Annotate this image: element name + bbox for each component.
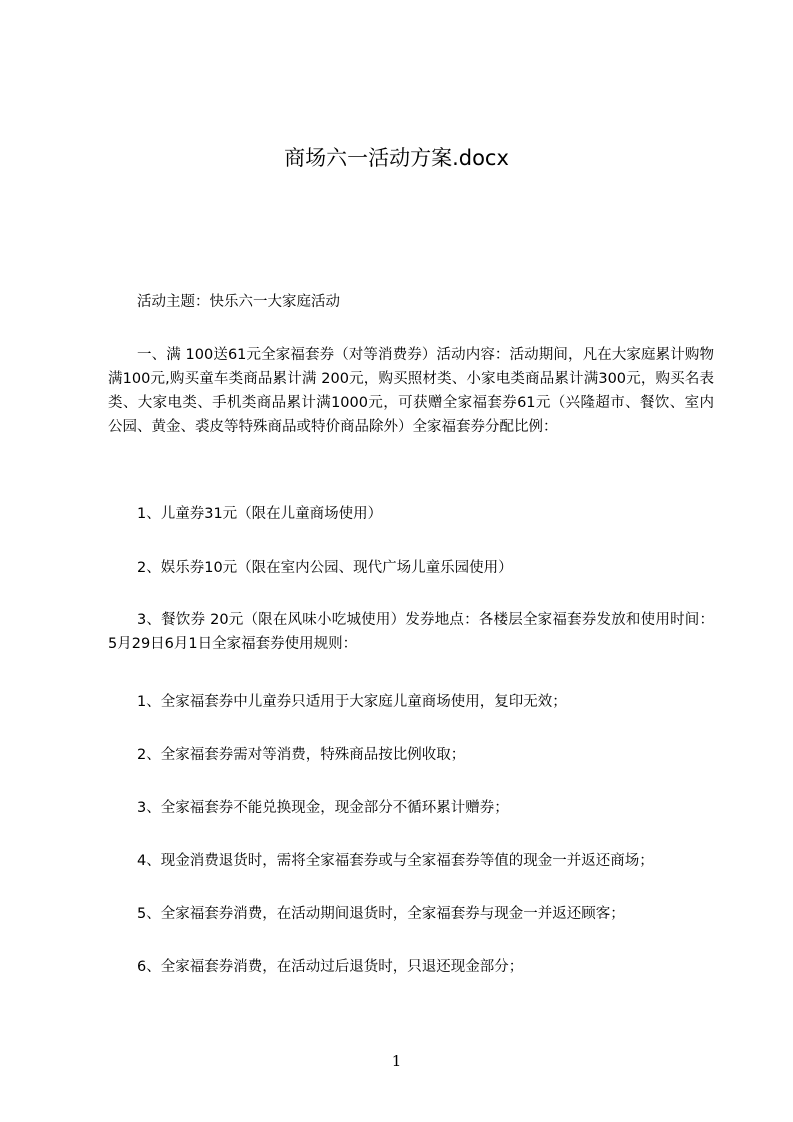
document-title: 商场六一活动方案.docx	[284, 146, 509, 170]
paragraph-rule-3: 3、全家福套券不能兑换现金，现金部分不循环累计赠券；	[137, 800, 509, 816]
paragraph-dining-coupon: 3、餐饮券 20元（限在风味小吃城使用）发券地点：各楼层全家福套券发放和使用时间：5月29日6月1日全家福套券使用规则：	[108, 612, 714, 652]
paragraph-rule-1: 1、全家福套券中儿童券只适用于大家庭儿童商场使用，复印无效；	[137, 694, 567, 710]
paragraph-entertainment-coupon: 2、娱乐券10元（限在室内公园、现代广场儿童乐园使用）	[137, 560, 513, 576]
paragraph-rule-5: 5、全家福套券消费，在活动期间退货时，全家福套券与现金一并返还顾客；	[137, 906, 625, 922]
paragraph-activity-content: 一、满 100送61元全家福套券（对等消费券）活动内容：活动期间，凡在大家庭累计购物满100元,购买童车类商品累计满 200元，购买照材类、小家电类商品累计满300元，购买名表类、大家电类、手机类商品累计满1000元，可获赠全家福套券61元（兴隆超市、餐饮、室内公园、黄金、裘皮等特殊商品或特价商品除外）全家福套券分配比例：	[108, 347, 714, 435]
paragraph-rule-6: 6、全家福套券消费，在活动过后退货时，只退还现金部分；	[137, 959, 524, 975]
paragraph-child-coupon: 1、儿童券31元（限在儿童商场使用）	[137, 506, 383, 522]
paragraph-rule-2: 2、全家福套券需对等消费，特殊商品按比例收取；	[137, 747, 466, 763]
page-number: 1	[391, 1052, 402, 1070]
paragraph-rule-4: 4、现金消费退货时，需将全家福套券或与全家福套券等值的现金一并返还商场；	[137, 853, 654, 869]
paragraph-theme: 活动主题：快乐六一大家庭活动	[137, 294, 340, 310]
